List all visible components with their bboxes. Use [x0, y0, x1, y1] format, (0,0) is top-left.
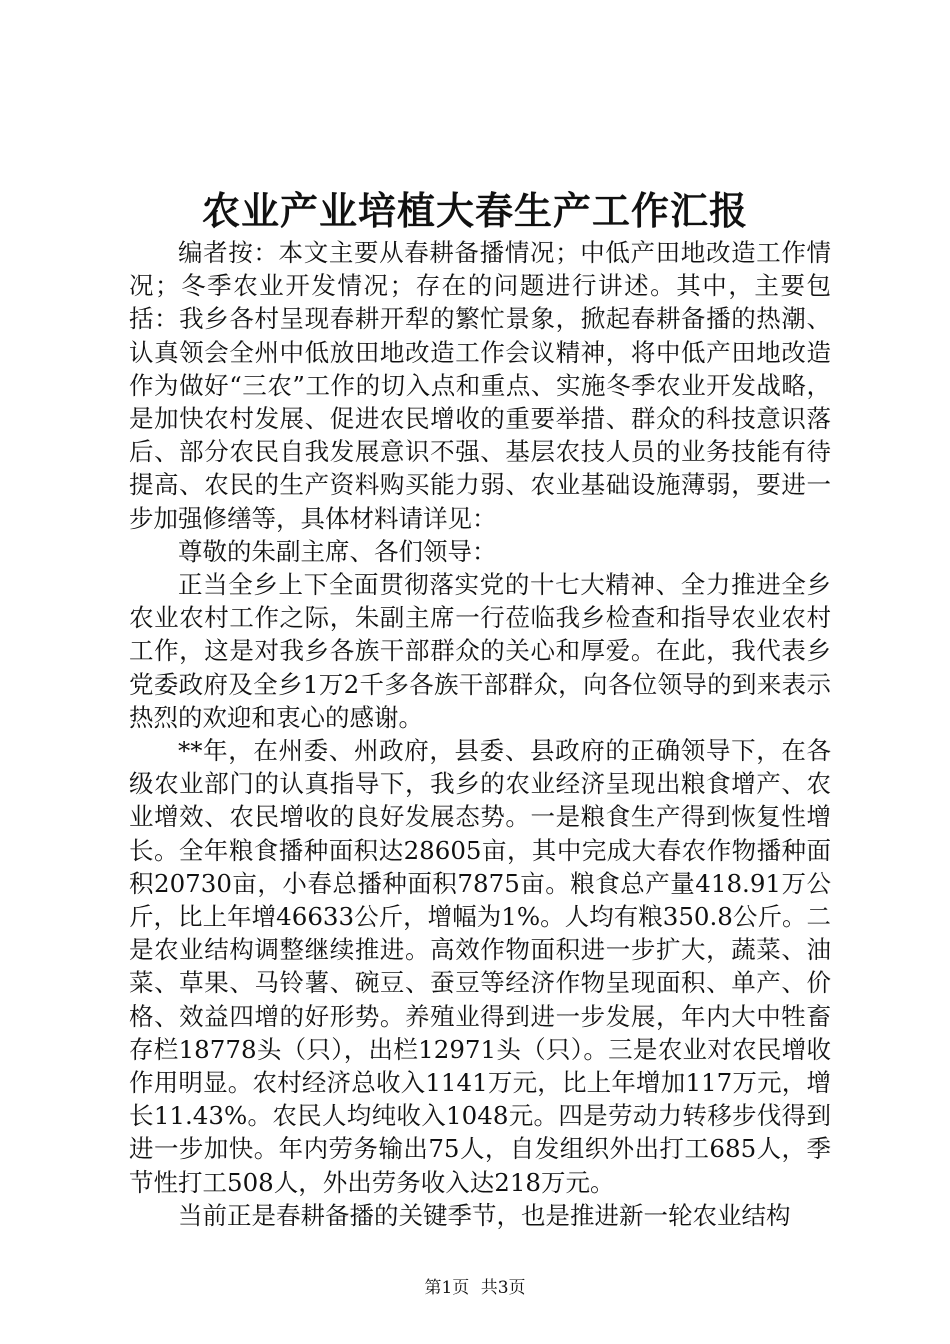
paragraph-editor-note: 编者按：本文主要从春耕备播情况；中低产田地改造工作情况；冬季农业开发情况；存在的问题进行讲述。其中，主要包括：我乡各村呈现春耕开犁的繁忙景象，掀起春耕备播的热潮、认真领会全州中低放田地改造工作会议精神，将中低产田地改造作为做好“三农”工作的切入点和重点、实施冬季农业开发战略，是加快农村发展、促进农民增收的重要举措、群众的科技意识落后、部分农民自我发展意识不强、基层农技人员的业务技能有待提高、农民的生产资料购买能力弱、农业基础设施薄弱，要进一步加强修缮等，具体材料请详见：: [129, 238, 831, 533]
page-number-total: 共3页: [480, 1278, 526, 1298]
paragraph-current-season: 当前正是春耕备播的关键季节，也是推进新一轮农业结构: [178, 1200, 791, 1230]
page-number-current: 第1页: [424, 1278, 470, 1298]
paragraph-annual-review: **年，在州委、州政府，县委、县政府的正确领导下，在各级农业部门的认真指导下，我乡的农业经济呈现出粮食增产、农业增效、农民增收的良好发展态势。一是粮食生产得到恢复性增长。全年粮食播种面积达28605亩，其中完成大春农作物播种面积20730亩，小春总播种面积7875亩。粮食总产量418.91万公斤，比上年增46633公斤，增幅为1%。人均有粮350.8公斤。二是农业结构调整继续推进。高效作物面积进一步扩大，蔬菜、油菜、草果、马铃薯、碗豆、蚕豆等经济作物呈现面积、单产、价格、效益四增的好形势。养殖业得到进一步发展，年内大中牲畜存栏18778头（只），出栏12971头（只）。三是农业对农民增收作用明显。农村经济总收入1141万元，比上年增加117万元，增长11.43%。农民人均纯收入1048元。四是劳动力转移步伐得到进一步加快。年内劳务输出75人，自发组织外出打工685人，季节性打工508人，外出劳务收入达218万元。: [129, 736, 831, 1197]
paragraph-salutation: 尊敬的朱副主席、各们领导：: [178, 536, 497, 566]
document-title: 农业产业培植大春生产工作汇报: [201, 188, 748, 233]
paragraph-welcome: 正当全乡上下全面贯彻落实党的十七大精神、全力推进全乡农业农村工作之际，朱副主席一行莅临我乡检查和指导农业农村工作，这是对我乡各族干部群众的关心和厚爱。在此，我代表乡党委政府及全乡1万2千多各族干部群众，向各位领导的到来表示热烈的欢迎和衷心的感谢。: [129, 570, 831, 732]
document-body: [129, 236, 831, 1232]
page-footer: [0, 1276, 950, 1300]
